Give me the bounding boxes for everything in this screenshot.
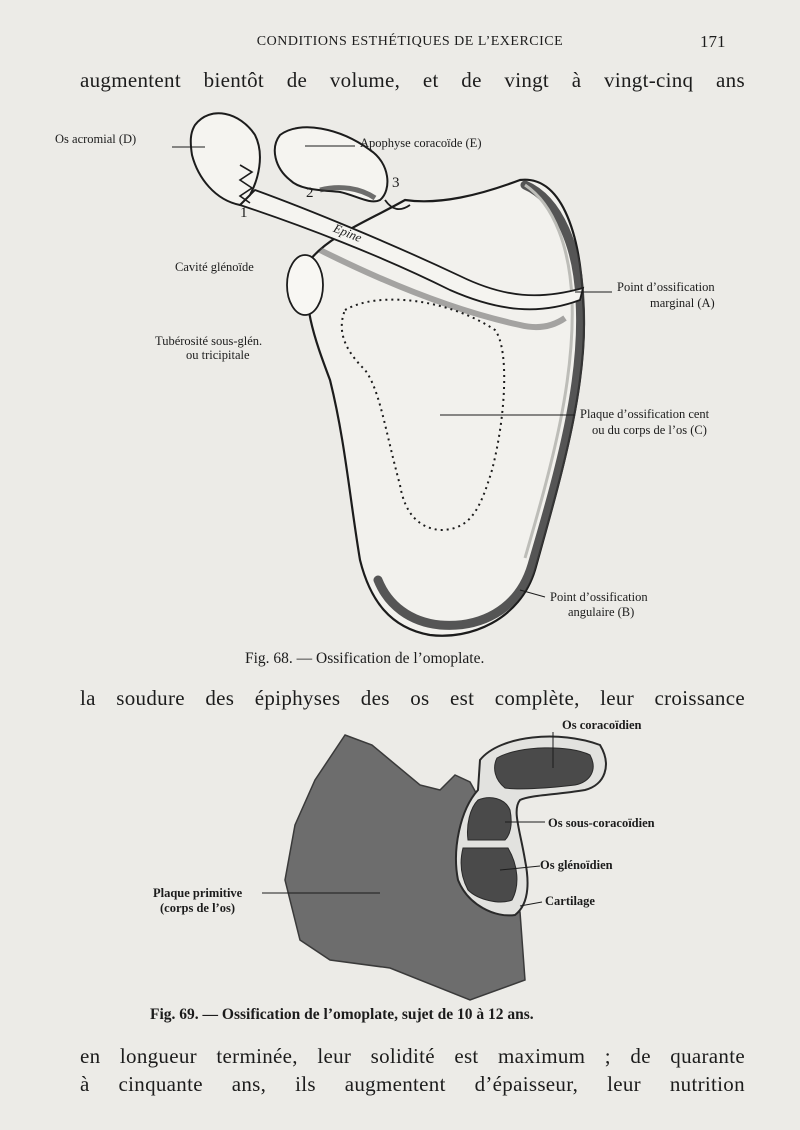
body-word: volume, [329, 68, 401, 92]
label-os-acromial: Os acromial (D) [55, 132, 137, 146]
body-word: ils [295, 1072, 316, 1096]
body-word: est [454, 1044, 479, 1068]
label-os-glenoidien: Os glénoïdien [540, 858, 613, 872]
label-angulaire-line2: angulaire (B) [568, 605, 635, 619]
body-word: augmentent [80, 68, 181, 92]
label-number-1: 1 [240, 205, 248, 221]
figure-68-caption: Fig. 68. — Ossification de l’omoplate. [245, 650, 485, 667]
label-marginal-line1: Point d’ossification [617, 280, 715, 294]
body-word: longueur [119, 1044, 197, 1068]
body-word: vingt-cinq [604, 68, 694, 92]
label-cartilage: Cartilage [545, 894, 595, 908]
body-word: leur [317, 1044, 352, 1068]
label-os-sous-coracoidien: Os sous-coracoïdien [548, 816, 655, 830]
body-word: la [80, 686, 96, 710]
body-word: nutrition [669, 1072, 745, 1096]
body-word: ans [716, 68, 745, 92]
body-word: soudure [116, 686, 185, 710]
figure-69-caption: Fig. 69. — Ossification de l’omoplate, sujet de 10 à 12 ans. [150, 1006, 534, 1023]
body-word: croissance [654, 686, 745, 710]
label-plaque-primitive-line2: (corps de l’os) [160, 901, 235, 915]
body-word: complète, [494, 686, 580, 710]
body-word: ans, [231, 1072, 267, 1096]
body-word: des [205, 686, 235, 710]
body-word: d’épaisseur, [474, 1072, 579, 1096]
label-apophyse-coracoide: Apophyse coracoïde (E) [360, 136, 482, 150]
label-os-coracoidien: Os coracoïdien [562, 718, 642, 732]
label-number-3: 3 [392, 175, 400, 191]
body-word: de [461, 68, 482, 92]
label-plaque-centrale-line1: Plaque d’ossification cent [580, 407, 710, 421]
label-tuberosite-line2: ou tricipitale [186, 348, 250, 362]
label-epine: Épine [331, 221, 364, 245]
body-word: des [360, 686, 390, 710]
running-header: CONDITIONS ESTHÉTIQUES DE L’EXERCICE [256, 34, 564, 49]
label-plaque-centrale-line2: ou du corps de l’os (C) [592, 423, 707, 437]
label-marginal-line2: marginal (A) [650, 296, 715, 310]
body-word: maximum [498, 1044, 586, 1068]
label-tuberosite-line1: Tubérosité sous-glén. [155, 334, 263, 348]
body-word: vingt [504, 68, 550, 92]
label-cavite-glenoide: Cavité glénoïde [175, 260, 254, 274]
body-word: et [422, 68, 439, 92]
body-text-line [80, 1044, 745, 1069]
label-plaque-primitive-line1: Plaque primitive [153, 886, 243, 900]
body-word: terminée, [216, 1044, 298, 1068]
body-word: quarante [670, 1044, 745, 1068]
body-word: de [286, 68, 308, 92]
page-number: 171 [700, 32, 726, 51]
label-number-2: 2 [306, 185, 314, 201]
body-word: os [410, 686, 430, 710]
body-word: bientôt [203, 68, 265, 92]
body-word: leur [607, 1072, 641, 1096]
body-word: augmentent [344, 1072, 446, 1096]
body-word: de [630, 1044, 651, 1068]
body-text-line [80, 1072, 745, 1097]
body-word: ; [604, 1044, 611, 1068]
body-word: cinquante [118, 1072, 203, 1096]
body-word: est [449, 686, 475, 710]
body-word: leur [600, 686, 634, 710]
body-word: à [80, 1072, 90, 1096]
label-angulaire-line1: Point d’ossification [550, 590, 648, 604]
body-word: en [80, 1044, 101, 1068]
body-word: à [571, 68, 582, 92]
body-word: solidité [370, 1044, 435, 1068]
body-word: épiphyses [254, 686, 341, 710]
